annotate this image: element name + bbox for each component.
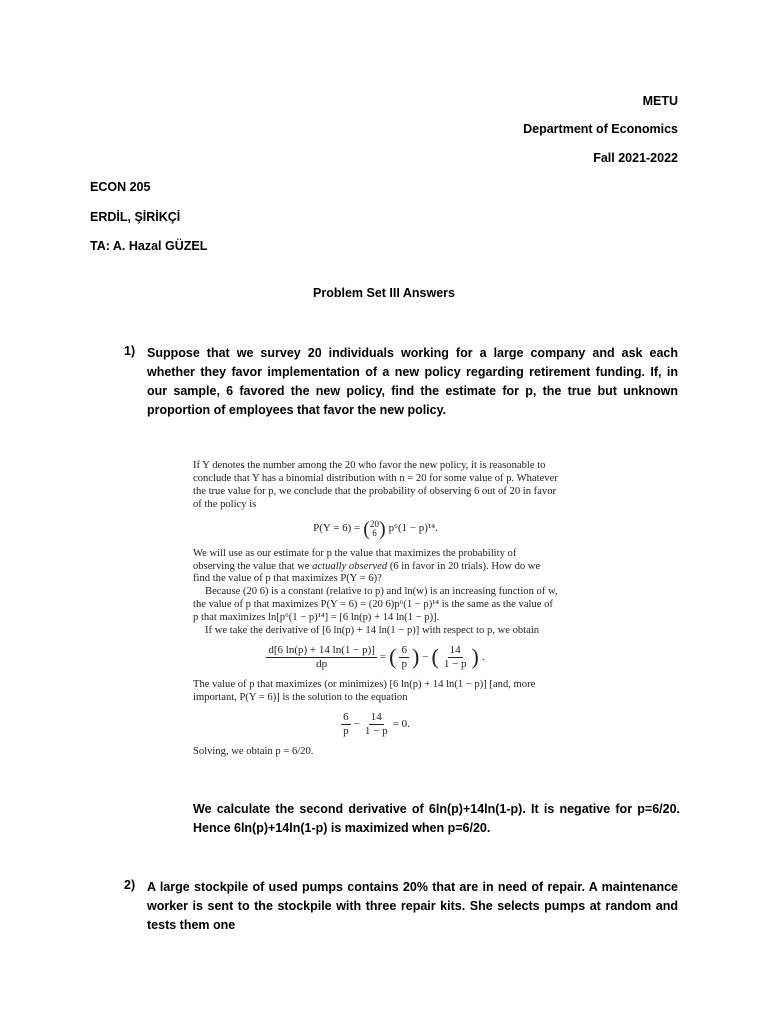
term-2-fraction	[442, 644, 469, 671]
eq1-right: p⁶(1 − p)¹⁴.	[388, 522, 438, 535]
term-1-numerator: 6	[401, 643, 407, 656]
foc-term-2-denominator: 1 − p	[364, 724, 388, 737]
foc-term-1-denominator: p	[343, 724, 349, 737]
foc-term-2	[363, 711, 390, 738]
institution-name: METU	[642, 94, 678, 108]
excerpt-paragraph-3: Because (20 6) is a constant (relative to p) and ln(w) is an increasing function of w, the value of p that maximizes P(Y = 6) = (20 6)p⁶(1 − p)¹⁴ is the same as the value of p that maximizes ln[p⁶(1 − p)¹⁴] = [6 ln(p) + 14 ln(1 − p)].	[193, 586, 558, 624]
question-2-text: A large stockpile of used pumps contains 20% that are in need of repair. A maintenance worker is sent to the stockpile with three repair kits. She selects pumps at random and tests them one	[147, 880, 678, 932]
likelihood-equation	[193, 518, 558, 540]
textbook-excerpt	[193, 460, 558, 759]
binom-bottom: 6	[372, 527, 377, 538]
derivative-fraction	[266, 644, 377, 671]
term-label: Fall 2021-2022	[593, 151, 678, 165]
excerpt-paragraph-1: If Y denotes the number among the 20 who favor the new policy, it is reasonable to conclude that Y has a binomial distribution with n = 20 for some value of p. Whatever the true value for p, we conclude that the probability of observing 6 out of 20 in favor of the policy is	[193, 460, 558, 510]
second-derivative-comment: We calculate the second derivative of 6ln(p)+14ln(1-p). It is negative for p=6/20. Hence 6ln(p)+14ln(1-p) is maximized when p=6/20.	[193, 802, 680, 835]
foc-term-1	[341, 711, 351, 738]
question-1-text: Suppose that we survey 20 individuals working for a large company and ask each whether they favor implementation of a new policy regarding retirement funding. If, in our sample, 6 favored the new policy, find the estimate for p, the true but unknown proportion of employees that favor the new policy.	[147, 346, 678, 417]
excerpt-paragraph-5: The value of p that maximizes (or minimizes) [6 ln(p) + 14 ln(1 − p)] [and, more important, P(Y = 6)] is the solution to the equation	[193, 678, 536, 703]
term-2-numerator: 14	[449, 643, 461, 656]
derivative-denominator: dp	[316, 657, 328, 670]
question-2-number: 2)	[124, 878, 136, 892]
term-1-fraction	[399, 644, 409, 671]
p2-emphasis: actually observed	[312, 560, 388, 572]
first-order-condition: $\frac{6}{p}$ − $\frac{14}{1 - p}$ = 0.	[343, 710, 410, 737]
binom-top: 20	[369, 518, 379, 529]
binomial-coefficient: ( 20 6 )	[363, 517, 386, 540]
department-name: Department of Economics	[523, 122, 678, 136]
eq1-left: P(Y = 6) =	[313, 522, 361, 535]
foc-term-2-numerator: 14	[370, 710, 382, 723]
p2-part-b: (6 in favor in 20 trials). How do we find the value of p that maximizes P(Y = 6)?	[193, 560, 541, 585]
derivative-equation: $\frac{d[6 \ln(p) + 14 \ln(1 - p)]}{dp}$ = ( $\frac{6}{p}$ ) − ( $\frac{14}{1 - p}$ ) .	[268, 643, 485, 670]
excerpt-paragraph-4: If we take the derivative of [6 ln(p) + 14 ln(1 − p)] with respect to p, we obtain	[205, 625, 540, 637]
excerpt-paragraph-2	[193, 548, 558, 587]
course-code: ECON 205	[90, 180, 151, 194]
derivative-numerator: d[6 ln(p) + 14 ln(1 − p)]	[268, 643, 375, 656]
term-1-denominator: p	[401, 657, 407, 670]
teaching-assistant: TA: A. Hazal GÜZEL	[90, 239, 208, 253]
question-1-number: 1)	[124, 344, 136, 358]
excerpt-paragraph-6: Solving, we obtain p = 6/20.	[193, 745, 314, 757]
p2-part-a: We will use as our estimate for p the value that maximizes the probability of observing the value that we	[193, 547, 517, 572]
page-title: Problem Set III Answers	[313, 286, 455, 300]
foc-rhs: = 0.	[392, 717, 410, 730]
foc-term-1-numerator: 6	[343, 710, 349, 723]
term-2-denominator: 1 − p	[443, 657, 467, 670]
instructors: ERDİL, ŞİRİKÇİ	[90, 210, 181, 224]
